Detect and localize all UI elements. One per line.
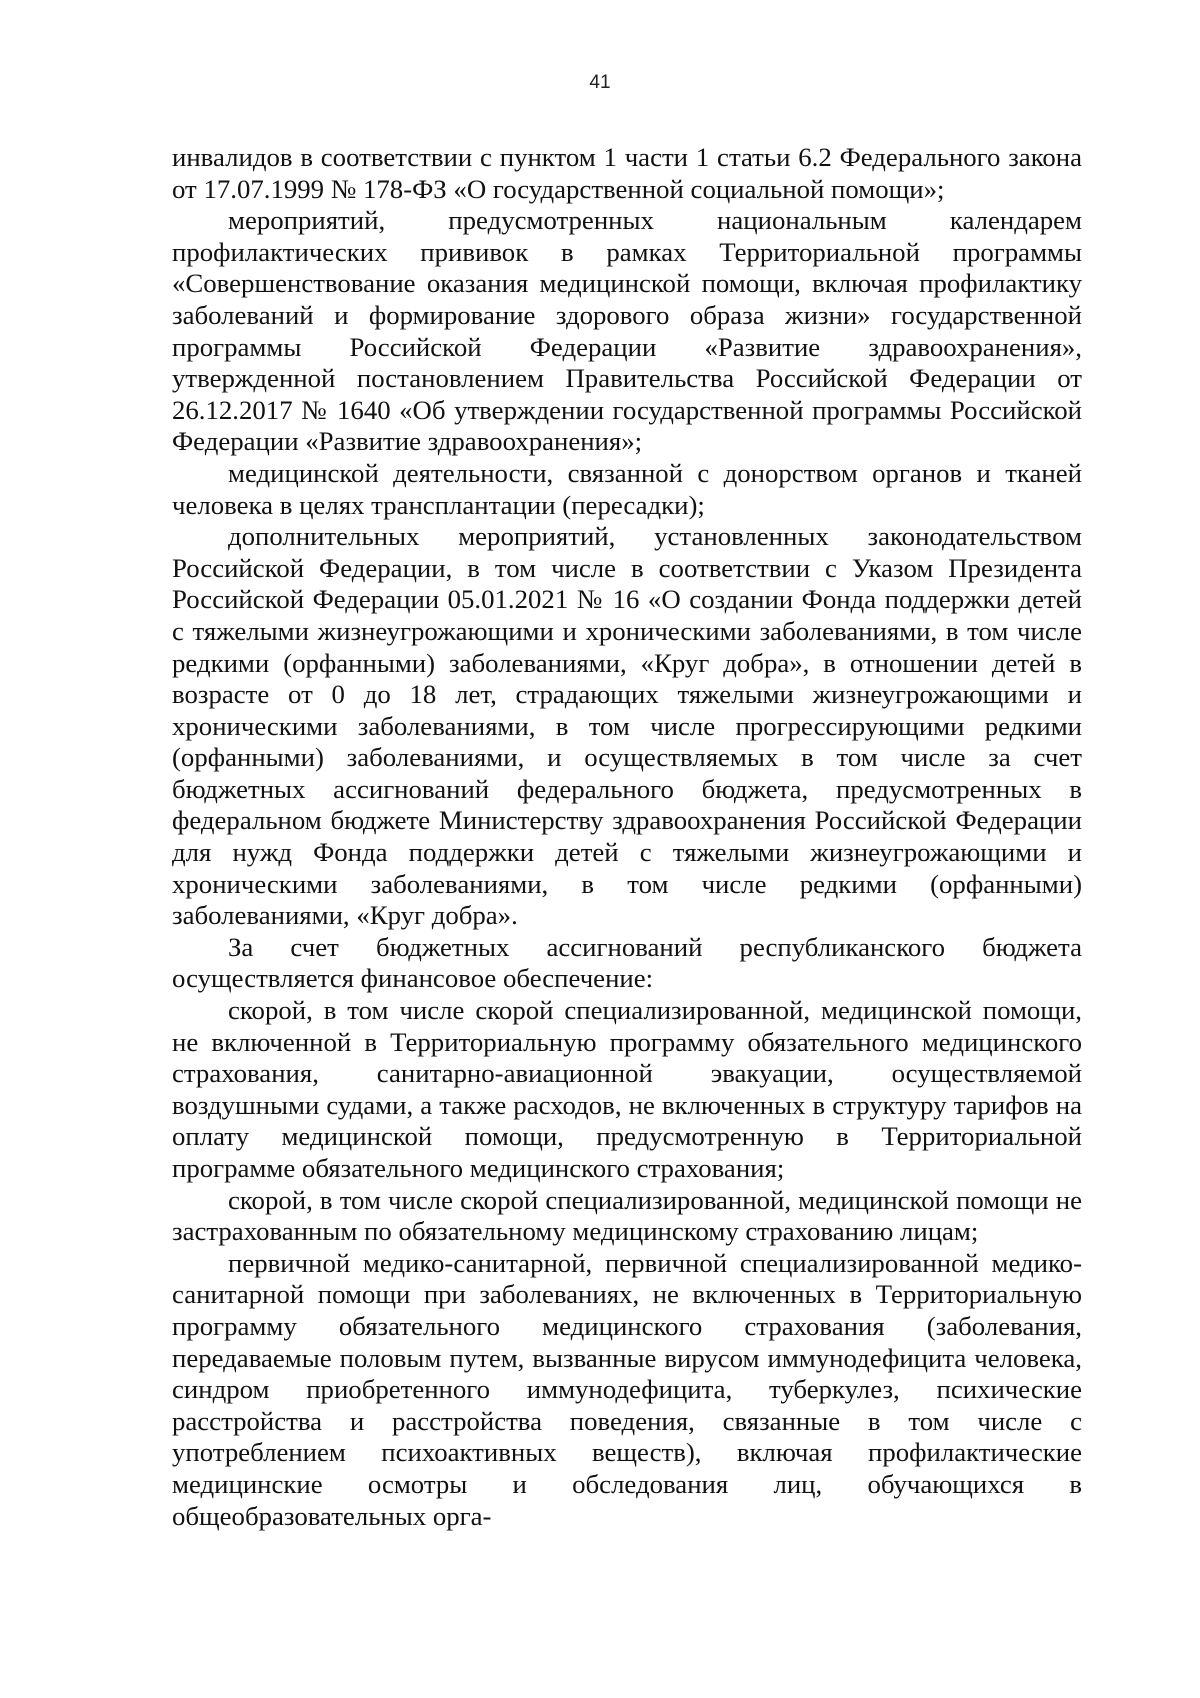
document-body <box>172 142 1082 1532</box>
paragraph-1: инвалидов в соответствии с пунктом 1 части 1 статьи 6.2 Федерального закона от 17.07.1999 № 178-ФЗ «О государственной социальной помощи»; <box>172 142 1082 204</box>
paragraph-8: первичной медико-санитарной, первичной специализированной медико-санитарной помощи при заболеваниях, не включенных в Территориальную программу обязательного медицинского страхования (заболевания, передаваемые половым путем, вызванные вирусом иммунодефицита человека, синдром приобретенного иммунодефицита, туберкулез, психические расстройства и расстройства поведения, связанные в том числе с употреблением психоактивных веществ), включая профилактические медицинские осмотры и обследования лиц, обучающихся в общеобразовательных орга- <box>172 1247 1082 1531</box>
paragraph-4: дополнительных мероприятий, установленных законодательством Российской Федерации, в том числе в соответствии с Указом Президента Российской Федерации 05.01.2021 № 16 «О создании Фонда поддержки детей с тяжелыми жизнеугрожающими и хроническими заболеваниями, в том числе редкими (орфанными) заболеваниями, «Круг добра», в отношении детей в возрасте от 0 до 18 лет, страдающих тяжелыми жизнеугрожающими и хроническими заболеваниями, в том числе прогрессирующими редкими (орфанными) заболеваниями, и осуществляемых в том числе за счет бюджетных ассигнований федерального бюджета, предусмотренных в федеральном бюджете Министерству здравоохранения Российской Федерации для нужд Фонда поддержки детей с тяжелыми жизнеугрожающими и хроническими заболеваниями, в том числе редкими (орфанными) заболеваниями, «Круг добра». <box>172 521 1082 931</box>
page-number: 41 <box>589 72 611 93</box>
paragraph-2: мероприятий, предусмотренных национальным календарем профилактических прививок в рамках Территориальной программы «Совершенствование оказания медицинской помощи, включая профилактику заболеваний и формирование здорового образа жизни» государственной программы Российской Федерации «Развитие здравоохранения», утвержденной постановлением Правительства Российской Федерации от 26.12.2017 № 1640 «Об утверждении государственной программы Российской Федерации «Развитие здравоохранения»; <box>172 205 1082 457</box>
paragraph-6: скорой, в том числе скорой специализированной, медицинской помощи, не включенной в Территориальную программу обязательного медицинского страхования, санитарно-авиационной эвакуации, осуществляемой воздушными судами, а также расходов, не включенных в структуру тарифов на оплату медицинской помощи, предусмотренную в Территориальной программе обязательного медицинского страхования; <box>172 995 1082 1183</box>
paragraph-5: За счет бюджетных ассигнований республиканского бюджета осуществляется финансовое обеспечение: <box>172 931 1082 994</box>
paragraph-3: медицинской деятельности, связанной с донорством органов и тканей человека в целях трансплантации (пересадки); <box>172 457 1082 520</box>
paragraph-7: скорой, в том числе скорой специализированной, медицинской помощи не застрахованным по обязательному медицинскому страхованию лицам; <box>172 1184 1082 1247</box>
